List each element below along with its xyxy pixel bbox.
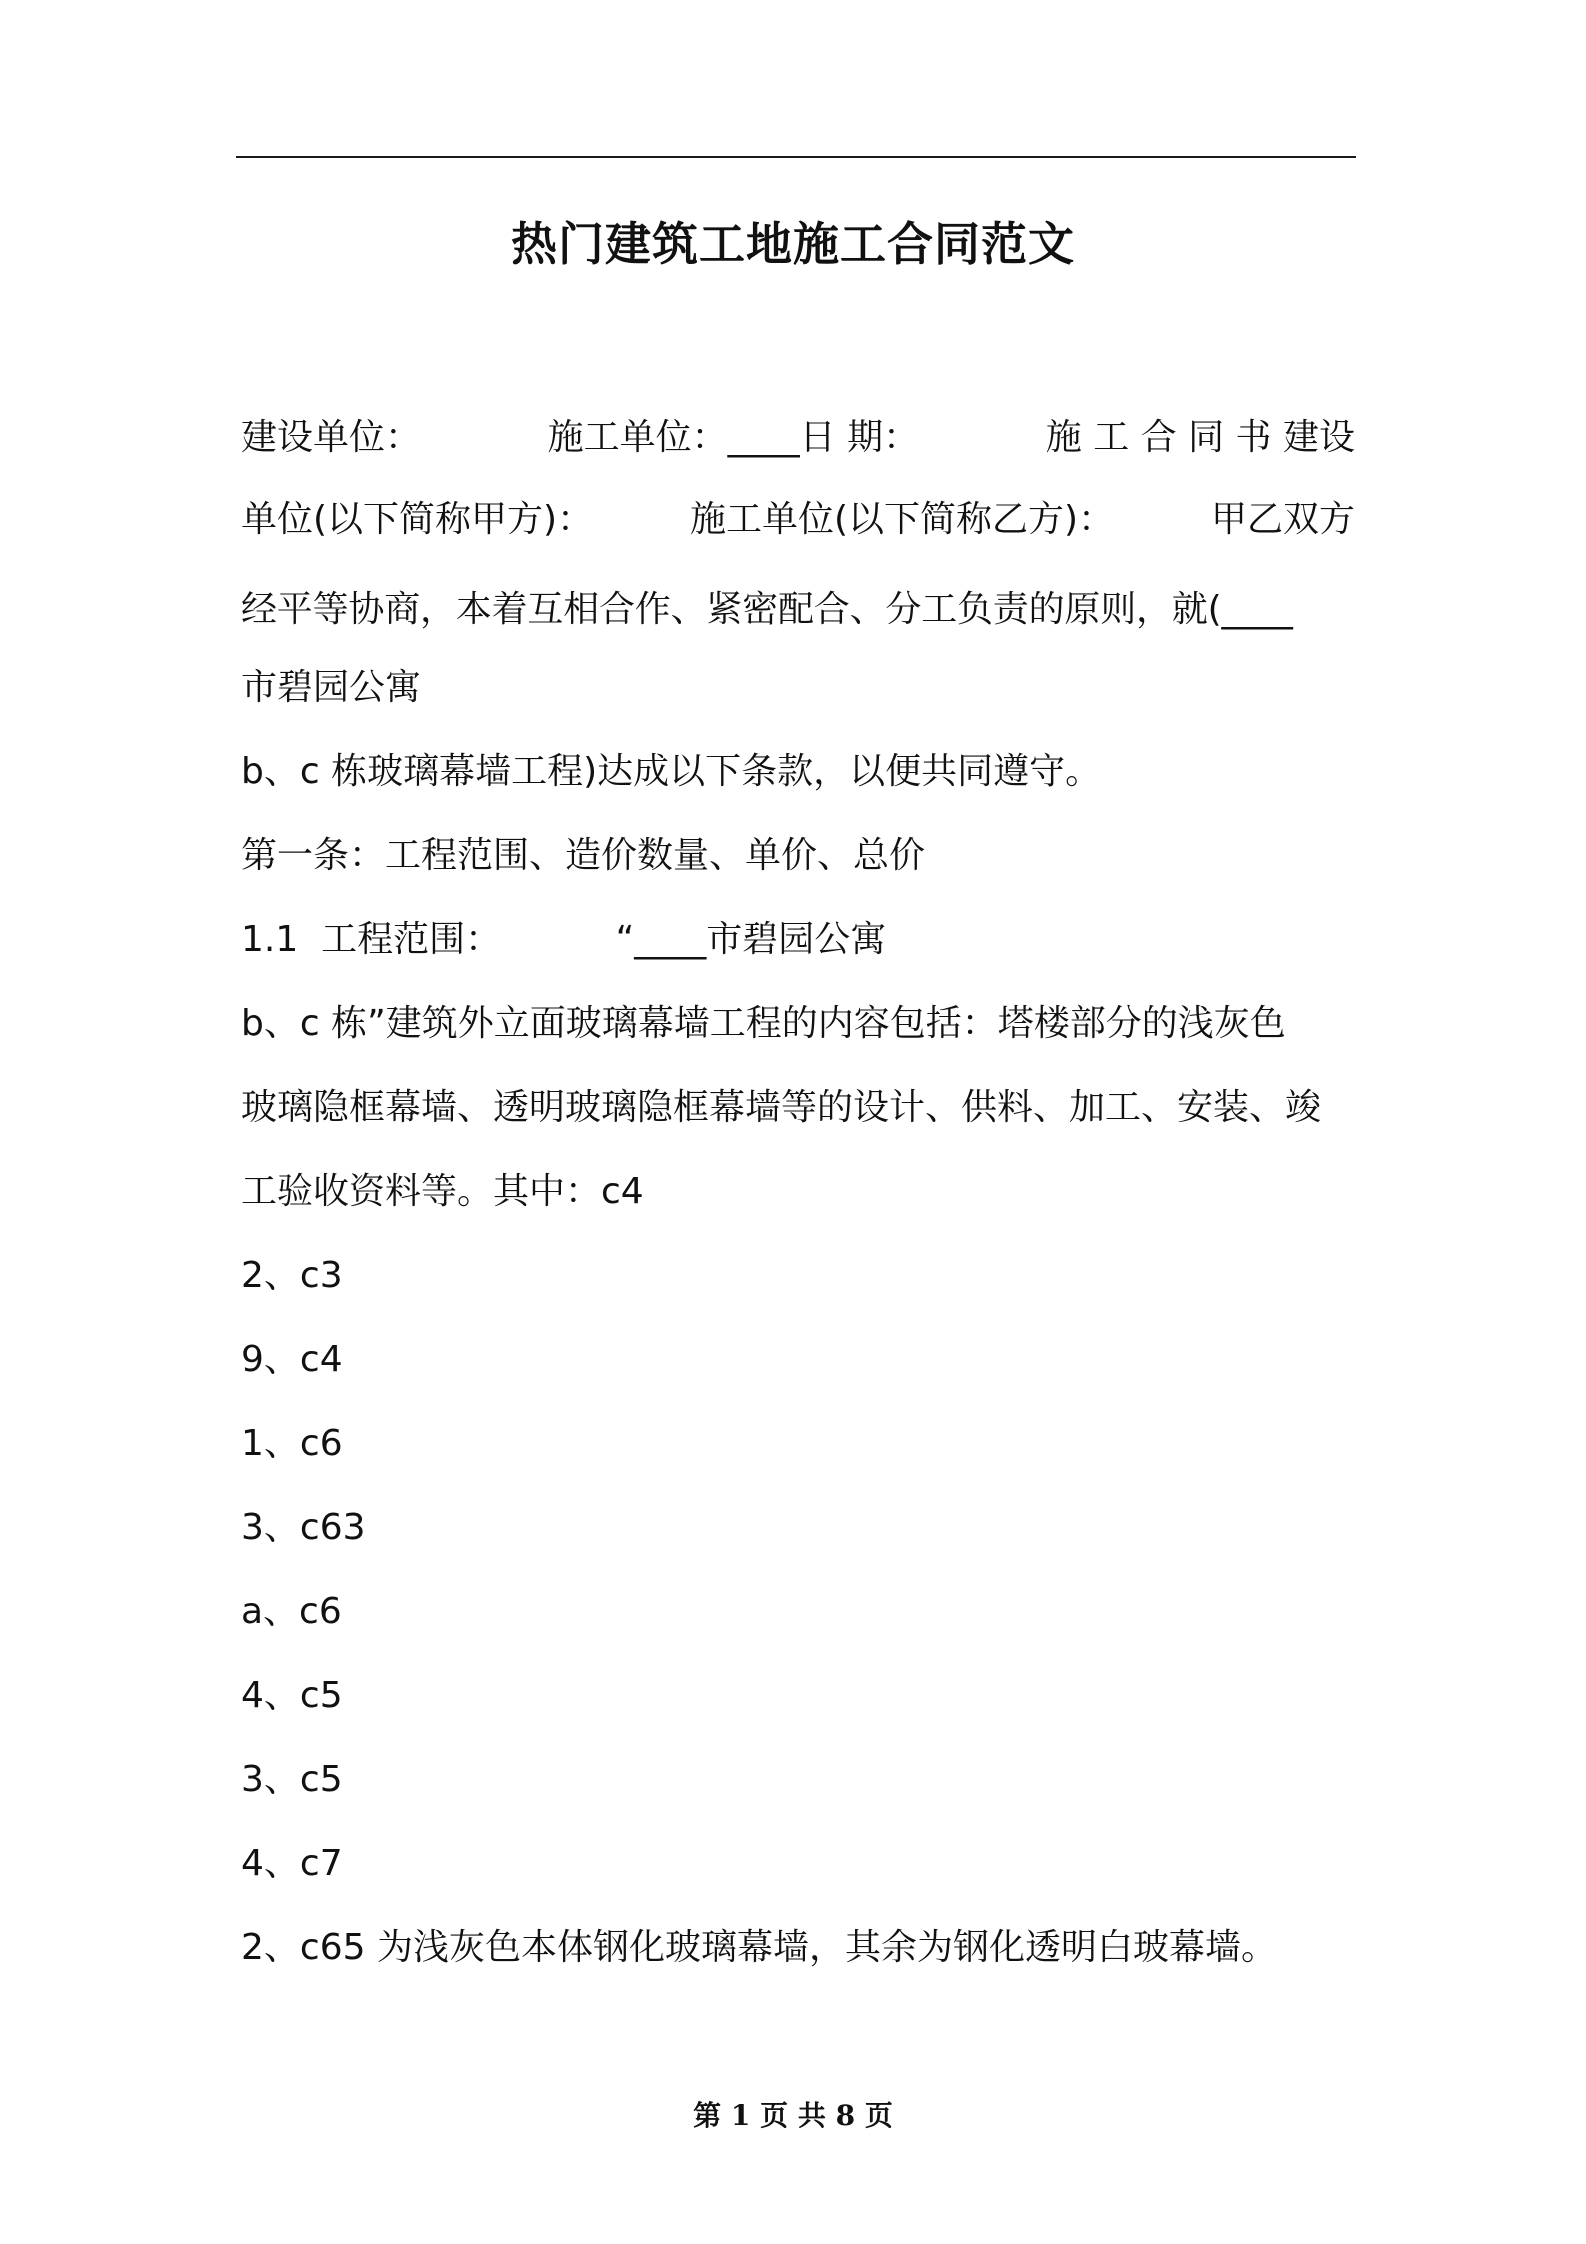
- list-item: 3、c5: [241, 1759, 343, 1800]
- text-line: b、c 栋”建筑外立面玻璃幕墙工程的内容包括：塔楼部分的浅灰色: [241, 1003, 1286, 1044]
- text-segment: 施 工 合 同 书 建设: [1045, 417, 1355, 458]
- party-info-line-2: [241, 494, 1355, 546]
- header-rule: [236, 156, 1356, 158]
- list-item: 9、c4: [241, 1339, 343, 1380]
- list-item: 4、c5: [241, 1675, 343, 1716]
- agreement-intro-line: 经平等协商，本着互相合作、紧密配合、分工负责的原则，就(____: [241, 589, 1293, 630]
- list-item: 4、c7: [241, 1843, 343, 1884]
- text-segment: 单位(以下简称甲方)：: [241, 499, 594, 540]
- text-line: b、c 栋玻璃幕墙工程)达成以下条款，以便共同遵守。: [241, 751, 1102, 792]
- text-segment: 施工单位：____日 期：: [547, 417, 920, 458]
- list-item: 1、c6: [241, 1423, 343, 1464]
- page-number-footer: 第 1 页 共 8 页: [693, 2099, 893, 2132]
- text-line: 玻璃隐框幕墙、透明玻璃隐框幕墙等的设计、供料、加工、安装、竣: [241, 1087, 1322, 1128]
- text-line: 工验收资料等。其中：c4: [241, 1171, 644, 1212]
- text-segment: 建设单位：: [241, 417, 422, 458]
- text-line: 1.1 工程范围： “____市碧园公寓: [241, 919, 887, 960]
- party-info-line-1: [241, 412, 1355, 464]
- article-heading: 第一条：工程范围、造价数量、单价、总价: [241, 835, 926, 876]
- text-segment: 甲乙双方: [1210, 499, 1355, 540]
- text-segment: 施工单位(以下简称乙方)：: [689, 499, 1115, 540]
- list-item: a、c6: [241, 1591, 342, 1632]
- agreement-intro-line-continued: 市碧园公寓: [241, 667, 422, 708]
- list-item: 2、c3: [241, 1255, 343, 1296]
- list-item: 3、c63: [241, 1507, 366, 1548]
- document-title: 热门建筑工地施工合同范文: [511, 217, 1075, 271]
- text-line: 2、c65 为浅灰色本体钢化玻璃幕墙，其余为钢化透明白玻幕墙。: [241, 1927, 1277, 1968]
